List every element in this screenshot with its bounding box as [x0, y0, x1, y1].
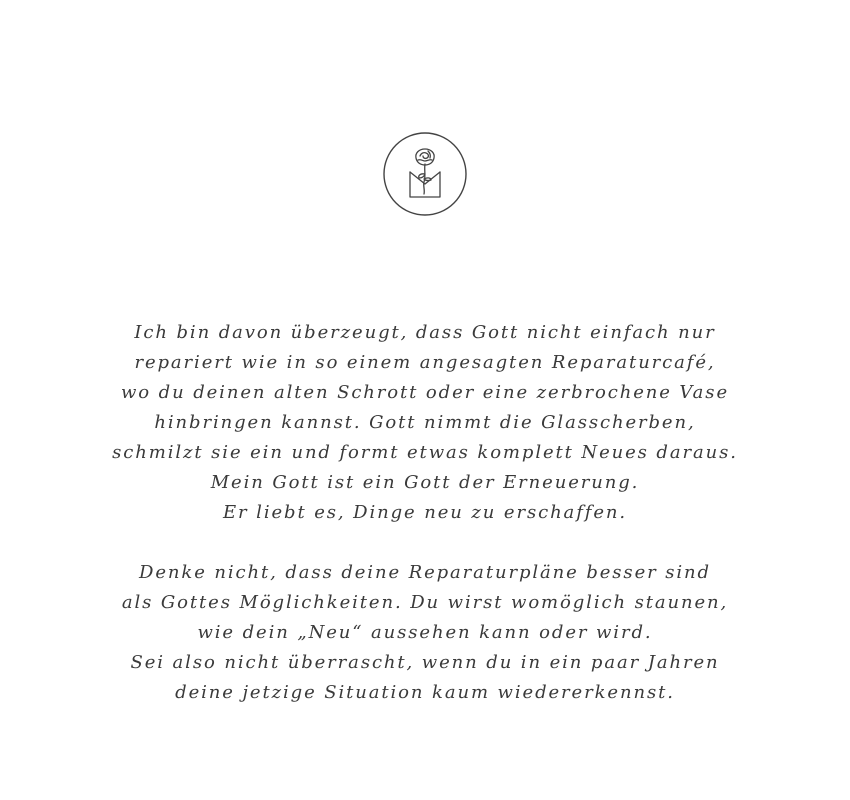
text-line: deine jetzige Situation kaum wiedererkennst.: [175, 682, 675, 703]
text-line: wo du deinen alten Schrott oder eine zerbrochene Vase: [121, 382, 729, 403]
rose-envelope-icon: [383, 132, 467, 216]
text-line: schmilzt sie ein und formt etwas komplett Neues daraus.: [112, 442, 738, 463]
text-line: Sei also nicht überrascht, wenn du in ein paar Jahren: [130, 652, 720, 673]
text-line: Denke nicht, dass deine Reparaturpläne besser sind: [139, 562, 711, 583]
paragraph-spacer: [0, 528, 850, 558]
paragraph-1: [0, 318, 850, 528]
logo: [383, 132, 467, 216]
text-line: repariert wie in so einem angesagten Reparaturcafé,: [134, 352, 716, 373]
text-line: hinbringen kannst. Gott nimmt die Glasscherben,: [154, 412, 696, 433]
paragraph-2: [0, 558, 850, 708]
text-line: Mein Gott ist ein Gott der Erneuerung.: [210, 472, 640, 493]
text-line: als Gottes Möglichkeiten. Du wirst womöglich staunen,: [121, 592, 729, 613]
quote-text: [0, 318, 850, 708]
text-line: wie dein „Neu“ aussehen kann oder wird.: [197, 622, 653, 643]
text-line: Er liebt es, Dinge neu zu erschaffen.: [223, 502, 627, 523]
text-line: Ich bin davon überzeugt, dass Gott nicht einfach nur: [134, 322, 716, 343]
